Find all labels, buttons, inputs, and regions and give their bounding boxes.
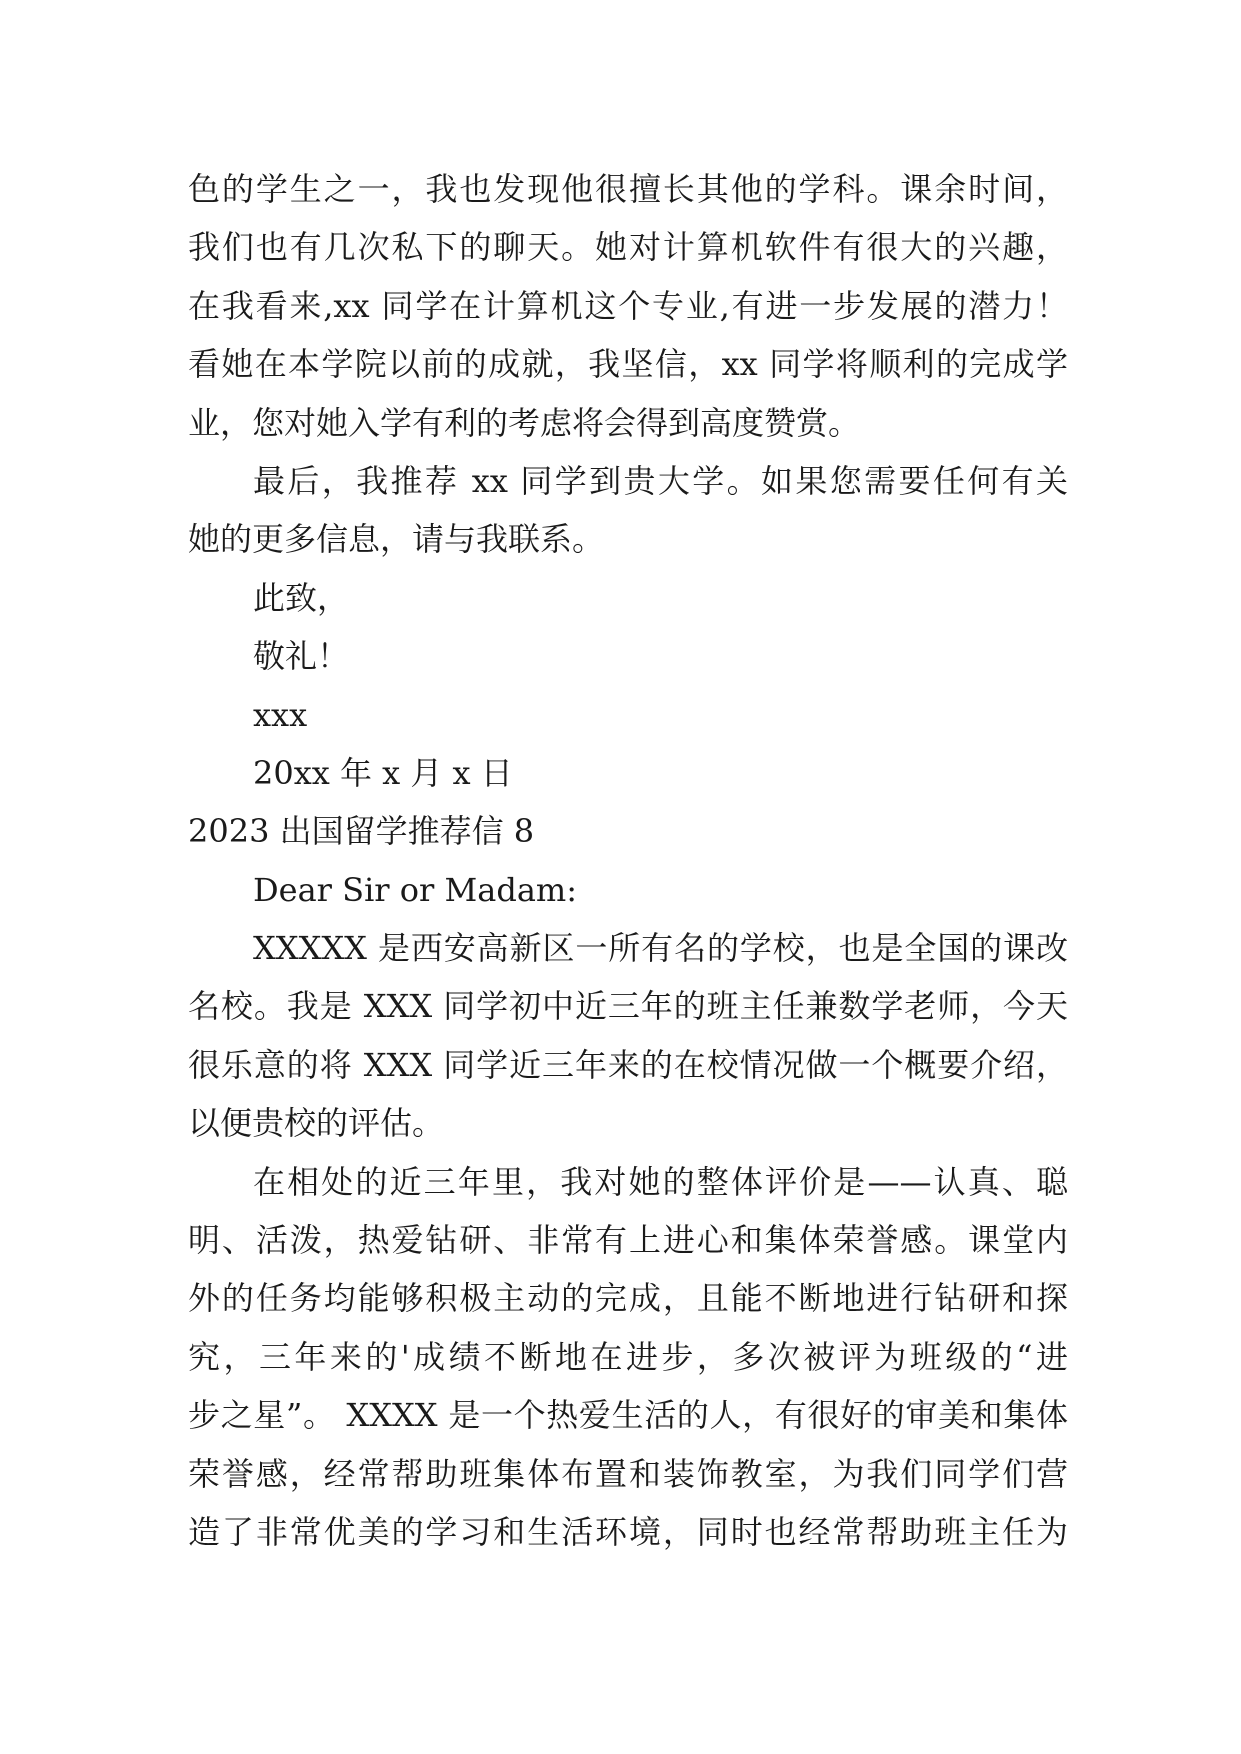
paragraph-4-line-2: 明、活泼，热爱钻研、非常有上进心和集体荣誉感。课堂内 (188, 1221, 1068, 1260)
salutation: Dear Sir or Madam: (253, 870, 578, 909)
paragraph-3-line-4: 以便贵校的评估。 (188, 1104, 445, 1143)
closing-salutation: 此致， (253, 578, 350, 617)
paragraph-1-line-4: 看她在本学院以前的成就，我坚信，xx 同学将顺利的完成学 (188, 345, 1068, 384)
paragraph-4-line-5: 步之星”。 XXXX 是一个热爱生活的人，有很好的审美和集体 (188, 1396, 1068, 1435)
paragraph-4-line-4: 究，三年来的'成绩不断地在进步，多次被评为班级的“进 (188, 1337, 1068, 1376)
paragraph-2-line-2: 她的更多信息，请与我联系。 (188, 520, 605, 559)
paragraph-4-line-3: 外的任务均能够积极主动的完成，且能不断地进行钻研和探 (188, 1279, 1068, 1318)
paragraph-1-line-5: 业，您对她入学有利的考虑将会得到高度赞赏。 (188, 403, 861, 442)
paragraph-2-line-1: 最后，我推荐 xx 同学到贵大学。如果您需要任何有关 (253, 461, 1068, 500)
closing-regards: 敬礼！ (253, 637, 350, 676)
paragraph-4-line-7: 造了非常优美的学习和生活环境，同时也经常帮助班主任为 (188, 1512, 1068, 1551)
paragraph-1-line-2: 我们也有几次私下的聊天。她对计算机软件有很大的兴趣， (188, 228, 1068, 267)
paragraph-1-line-1: 色的学生之一，我也发现他很擅长其他的学科。课余时间， (188, 170, 1068, 208)
date: 20xx 年 x 月 x 日 (253, 753, 513, 792)
paragraph-3-line-2: 名校。我是 XXX 同学初中近三年的班主任兼数学老师，今天 (188, 987, 1068, 1026)
letter-body (188, 160, 1068, 1561)
paragraph-1-line-3: 在我看来,xx 同学在计算机这个专业,有进一步发展的潜力！ (188, 286, 1068, 325)
paragraph-3-line-3: 很乐意的将 XXX 同学近三年来的在校情况做一个概要介绍， (188, 1045, 1068, 1084)
paragraph-3-line-1: XXXXX 是西安高新区一所有名的学校，也是全国的课改 (253, 929, 1068, 968)
section-heading: 2023 出国留学推荐信 8 (188, 812, 535, 851)
paragraph-4-line-6: 荣誉感，经常帮助班集体布置和装饰教室，为我们同学们营 (188, 1454, 1068, 1493)
signature: xxx (253, 695, 308, 734)
paragraph-4-line-1: 在相处的近三年里，我对她的整体评价是——认真、聪 (253, 1162, 1068, 1201)
